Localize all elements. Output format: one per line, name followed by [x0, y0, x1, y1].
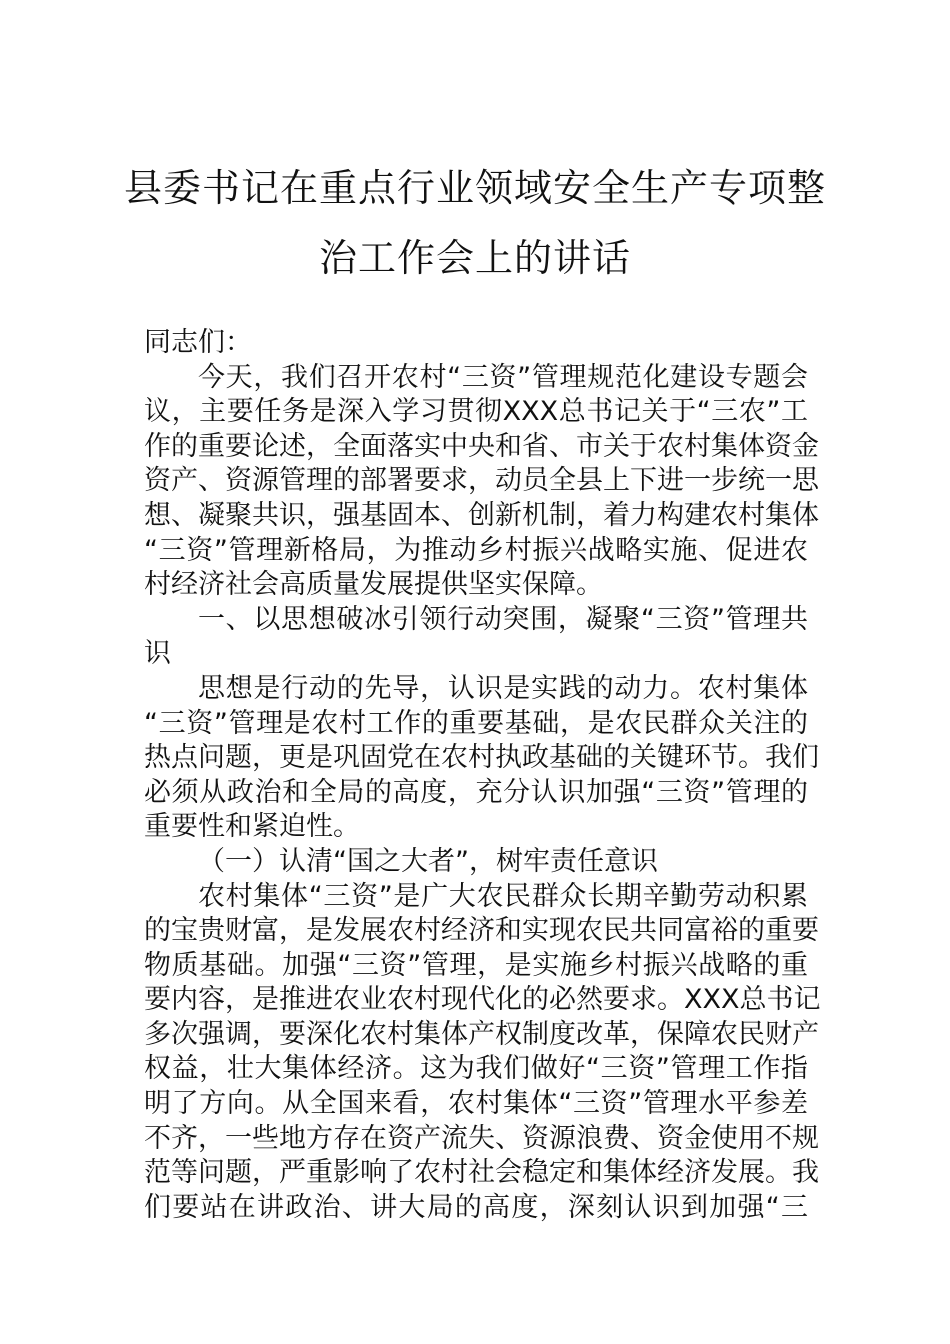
body-text-line: 的宝贵财富，是发展农村经济和实现农民共同富裕的重要	[144, 915, 819, 947]
body-text-line: 识	[144, 638, 171, 670]
body-text-line: 权益，壮大集体经济。这为我们做好“三资”管理工作指	[144, 1053, 808, 1085]
body-text-line: 思想是行动的先导，认识是实践的动力。农村集体	[198, 672, 808, 704]
body-text-line: 议，主要任务是深入学习贯彻XXX总书记关于“三农”工	[144, 396, 808, 428]
body-text-line: 重要性和紧迫性。	[144, 811, 360, 843]
body-text-line: “三资”管理是农村工作的重要基础，是农民群众关注的	[144, 707, 808, 739]
body-text-line: 必须从政治和全局的高度，充分认识加强“三资”管理的	[144, 776, 808, 808]
body-text-line: 同志们：	[144, 327, 252, 358]
body-text-line: 物质基础。加强“三资”管理，是实施乡村振兴战略的重	[144, 949, 808, 981]
body-text-line: 不齐，一些地方存在资产流失、资源浪费、资金使用不规	[144, 1122, 819, 1154]
body-text-line: 资产、资源管理的部署要求，动员全县上下进一步统一思	[144, 465, 819, 497]
body-text-line: 热点问题，更是巩固党在农村执政基础的关键环节。我们	[144, 742, 819, 774]
body-text-line: “三资”管理新格局，为推动乡村振兴战略实施、促进农	[144, 534, 808, 566]
body-text-line: 们要站在讲政治、讲大局的高度，深刻认识到加强“三	[144, 1191, 808, 1223]
body-text-line: 要内容，是推进农业农村现代化的必然要求。XXX总书记	[144, 984, 821, 1016]
document-body	[144, 326, 821, 1225]
body-text-line: 农村集体“三资”是广大农民群众长期辛勤劳动积累	[198, 880, 808, 912]
body-text-line: 想、凝聚共识，强基固本、创新机制，着力构建农村集体	[144, 499, 819, 531]
document-title-line-2: 治工作会上的讲话	[318, 236, 631, 280]
body-text-line: 作的重要论述，全面落实中央和省、市关于农村集体资金	[144, 430, 819, 462]
body-text-line: 今天，我们召开农村“三资”管理规范化建设专题会	[198, 361, 808, 393]
body-text-line: 村经济社会高质量发展提供坚实保障。	[144, 569, 603, 601]
body-text-line: 范等问题，严重影响了农村社会稳定和集体经济发展。我	[144, 1157, 819, 1189]
body-text-line: 多次强调，要深化农村集体产权制度改革，保障农民财产	[144, 1018, 819, 1050]
body-text-line: 明了方向。从全国来看，农村集体“三资”管理水平参差	[144, 1088, 808, 1120]
body-text-line: 一、以思想破冰引领行动突围，凝聚“三资”管理共	[198, 603, 808, 635]
body-text-line: （一）认清“国之大者”，树牢责任意识	[198, 845, 658, 877]
document-title-line-1: 县委书记在重点行业领域安全生产专项整	[123, 166, 826, 210]
